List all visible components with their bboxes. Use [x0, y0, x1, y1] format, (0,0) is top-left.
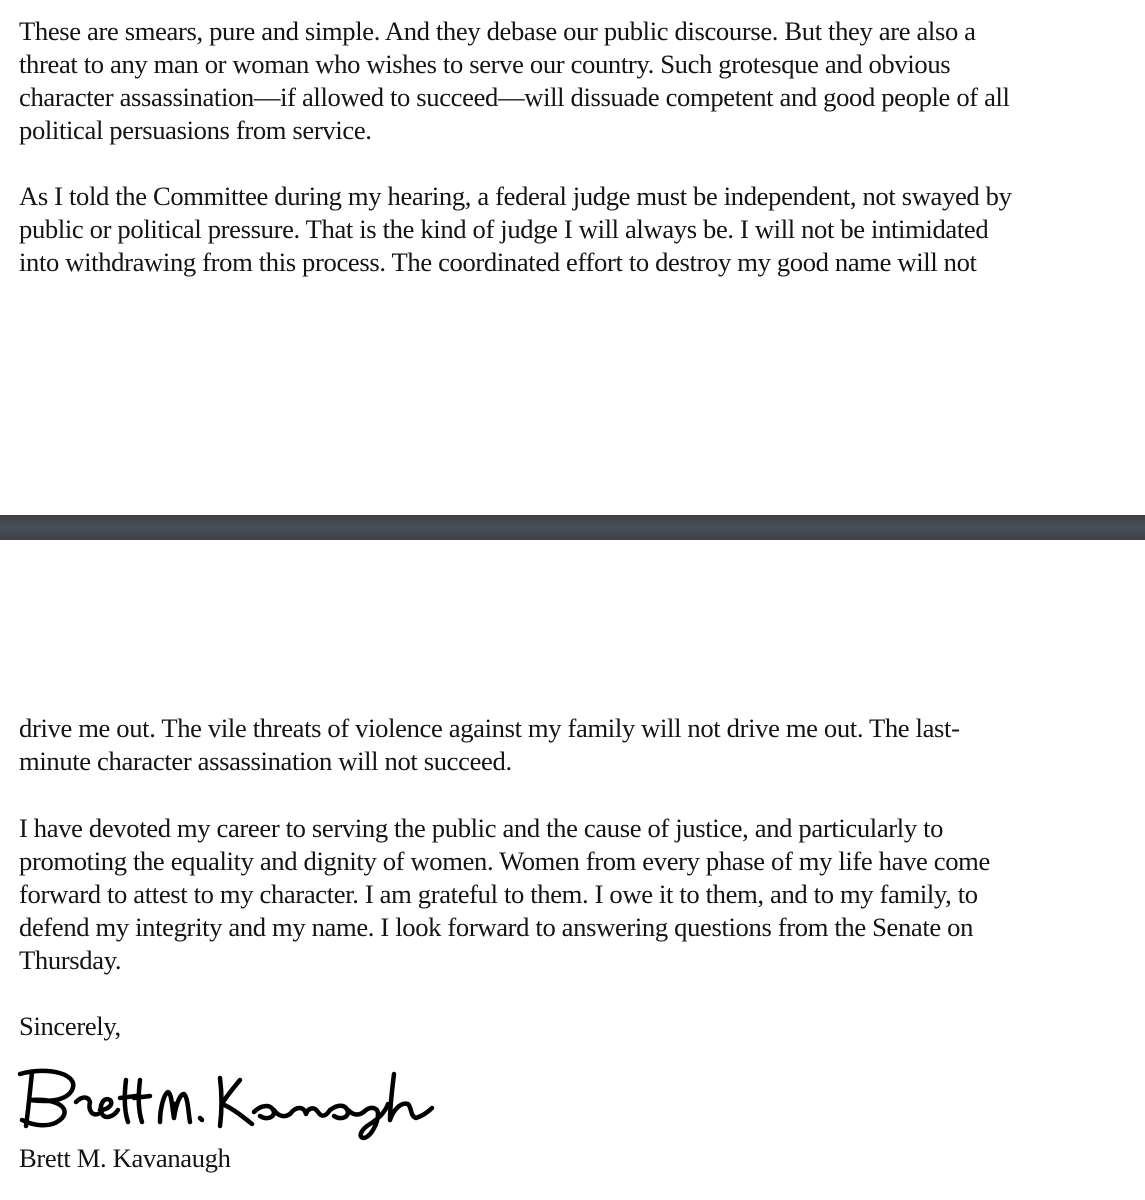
paragraph-not-driven-out [19, 712, 1131, 778]
text-line: As I told the Committee during my hearing, a federal judge must be independent, not swayed by [19, 181, 1012, 211]
text-line: drive me out. The vile threats of violence against my family will not drive me out. The last- [19, 713, 960, 743]
text-line: threat to any man or woman who wishes to serve our country. Such grotesque and obvious [19, 49, 951, 79]
paragraph-smears [19, 15, 1131, 147]
text-line: minute character assassination will not succeed. [19, 746, 512, 776]
paragraph-career [19, 812, 1131, 977]
text-line: These are smears, pure and simple. And they debase our public discourse. But they are also a [19, 16, 976, 46]
text-line: Thursday. [19, 945, 122, 975]
text-line: public or political pressure. That is the kind of judge I will always be. I will not be intimidated [19, 214, 989, 244]
closing-salutation: Sincerely, [19, 1011, 121, 1041]
text-line: promoting the equality and dignity of women. Women from every phase of my life have come [19, 846, 990, 876]
printed-signatory-name: Brett M. Kavanaugh [19, 1143, 231, 1173]
text-line: into withdrawing from this process. The coordinated effort to destroy my good name will not [19, 247, 977, 277]
text-line: forward to attest to my character. I am grateful to them. I owe it to them, and to my family, to [19, 879, 978, 909]
handwritten-signature [8, 1052, 458, 1142]
text-line: I have devoted my career to serving the public and the cause of justice, and particularly to [19, 813, 944, 843]
page-break-divider [0, 515, 1145, 540]
text-line: political persuasions from service. [19, 115, 372, 145]
paragraph-independent-judge [19, 180, 1131, 279]
text-line: defend my integrity and my name. I look forward to answering questions from the Senate on [19, 912, 974, 942]
text-line: character assassination—if allowed to succeed—will dissuade competent and good people of all [19, 82, 1010, 112]
